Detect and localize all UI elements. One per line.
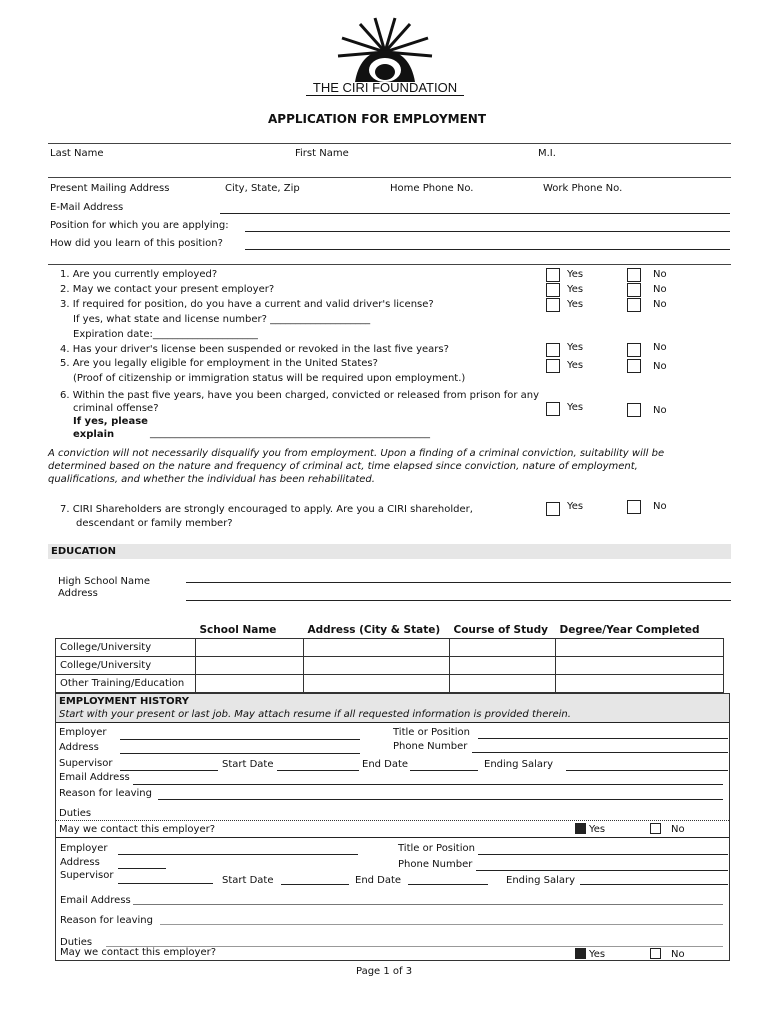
address-label: Address — [59, 742, 99, 753]
learn-field[interactable] — [245, 249, 730, 250]
divider — [56, 837, 729, 838]
no-label: No — [653, 501, 667, 512]
no-label: No — [653, 284, 667, 295]
ending-salary-label: Ending Salary — [484, 759, 554, 770]
table-row — [56, 657, 724, 675]
city-label: City, State, Zip — [225, 183, 300, 194]
duties-field[interactable] — [56, 820, 729, 821]
question-1: 1. Are you currently employed? — [60, 269, 218, 280]
column-header: School Name — [196, 621, 304, 639]
mailing-address-label: Present Mailing Address — [50, 183, 170, 194]
q3-no-checkbox[interactable] — [627, 298, 641, 312]
email-field[interactable] — [133, 904, 723, 905]
table-cell[interactable] — [450, 675, 556, 693]
question-6: 6. Within the past five years, have you been charged, convicted or released from prison for any — [60, 390, 540, 401]
logo-text: THE CIRI FOUNDATION — [306, 80, 464, 96]
question-5: 5. Are you legally eligible for employment in the United States? — [60, 358, 378, 369]
q5-no-checkbox[interactable] — [627, 359, 641, 373]
yes-label: Yes — [567, 342, 584, 353]
question-6-ifyes: If yes, please — [73, 416, 148, 427]
yes-label: Yes — [567, 402, 584, 413]
employer-label: Employer — [59, 727, 107, 738]
reason-field[interactable] — [158, 799, 723, 800]
end-date-label: End Date — [362, 759, 409, 770]
table-cell[interactable] — [450, 639, 556, 657]
question-7-line2: descendant or family member? — [76, 518, 233, 529]
question-5-note: (Proof of citizenship or immigration status will be required upon employment.) — [73, 373, 466, 384]
work-phone-label: Work Phone No. — [543, 183, 623, 194]
phone-label: Phone Number — [393, 741, 468, 752]
row-label: Other Training/Education — [56, 675, 196, 693]
high-school-label: High School Name — [58, 576, 151, 587]
reason-field[interactable] — [160, 924, 723, 925]
contact-no-checkbox[interactable] — [650, 948, 661, 959]
start-date-field[interactable] — [281, 884, 349, 885]
start-date-field[interactable] — [277, 770, 359, 771]
yes-label: Yes — [567, 501, 584, 512]
yes-label: Yes — [567, 360, 584, 371]
table-row — [56, 675, 724, 693]
ciri-logo — [300, 12, 470, 96]
yes-label: Yes — [567, 284, 584, 295]
q4-no-checkbox[interactable] — [627, 343, 641, 357]
education-table — [55, 621, 724, 693]
employer-field[interactable] — [120, 739, 360, 740]
question-3-license: If yes, what state and license number? ____________________ — [73, 314, 371, 325]
question-6-explain: explain — [73, 429, 115, 440]
contact-yes-checkbox[interactable] — [575, 948, 586, 959]
q3-yes-checkbox[interactable] — [546, 298, 560, 312]
question-4: 4. Has your driver's license been suspended or revoked in the last five years? — [60, 344, 449, 355]
table-cell[interactable] — [196, 657, 304, 675]
question-2: 2. May we contact your present employer? — [60, 284, 275, 295]
start-date-label: Start Date — [222, 759, 274, 770]
no-label: No — [653, 361, 667, 372]
page-title: APPLICATION FOR EMPLOYMENT — [268, 112, 487, 126]
phone-field[interactable] — [472, 752, 728, 753]
divider — [48, 143, 731, 144]
question-7: 7. CIRI Shareholders are strongly encouraged to apply. Are you a CIRI shareholder, — [60, 504, 473, 515]
ending-salary-field[interactable] — [580, 884, 728, 885]
mi-label: M.I. — [538, 148, 556, 159]
email-label: Email Address — [60, 895, 131, 906]
start-date-label: Start Date — [222, 875, 274, 886]
disclaimer-line: determined based on the nature and frequency of criminal act, time elapsed since conviction, nature of employment, — [48, 461, 638, 472]
duties-label: Duties — [59, 808, 92, 819]
reason-label: Reason for leaving — [60, 915, 153, 926]
supervisor-field[interactable] — [118, 883, 213, 884]
q6-yes-checkbox[interactable] — [546, 402, 560, 416]
duties-label: Duties — [60, 937, 93, 948]
question-3-expiration: Expiration date:_____________________ — [73, 329, 258, 340]
no-label: No — [653, 342, 667, 353]
end-date-label: End Date — [355, 875, 402, 886]
q2-no-checkbox[interactable] — [627, 283, 641, 297]
position-field[interactable] — [245, 231, 730, 232]
high-school-address-label: Address — [58, 588, 98, 599]
phone-field[interactable] — [476, 870, 728, 871]
high-school-field[interactable] — [186, 582, 731, 583]
table-row — [56, 639, 724, 657]
row-label: College/University — [56, 657, 196, 675]
table-cell[interactable] — [556, 657, 724, 675]
phone-label: Phone Number — [398, 859, 473, 870]
yes-label: Yes — [589, 824, 606, 835]
email-field[interactable] — [220, 213, 730, 214]
no-label: No — [653, 299, 667, 310]
column-header: Course of Study — [450, 621, 556, 639]
education-section-bar — [48, 544, 731, 559]
table-cell[interactable] — [304, 675, 450, 693]
yes-label: Yes — [567, 269, 584, 280]
contact-label: May we contact this employer? — [60, 947, 217, 958]
question-3: 3. If required for position, do you have a current and valid driver's license? — [60, 299, 434, 310]
employer-field[interactable] — [118, 854, 358, 855]
title-position-label: Title or Position — [393, 727, 470, 738]
title-position-field[interactable] — [478, 854, 728, 855]
address-field[interactable] — [118, 868, 166, 869]
row-label: College/University — [56, 639, 196, 657]
ending-salary-field[interactable] — [566, 770, 728, 771]
q5-yes-checkbox[interactable] — [546, 359, 560, 373]
table-corner — [56, 621, 196, 639]
position-label: Position for which you are applying: — [50, 220, 229, 231]
yes-label: Yes — [567, 299, 584, 310]
question-6-line2: criminal offense? — [73, 403, 159, 414]
table-cell[interactable] — [196, 639, 304, 657]
no-label: No — [653, 405, 667, 416]
table-cell[interactable] — [556, 639, 724, 657]
table-cell[interactable] — [556, 675, 724, 693]
title-position-field[interactable] — [478, 738, 728, 739]
education-heading: EDUCATION — [51, 546, 116, 557]
divider — [48, 264, 731, 265]
contact-yes-checkbox[interactable] — [575, 823, 586, 834]
address-label: Address — [60, 857, 100, 868]
employer-label: Employer — [60, 843, 108, 854]
column-header: Degree/Year Completed — [556, 621, 724, 639]
question-6-explain-field[interactable]: ________________________________________________________ — [150, 428, 430, 439]
supervisor-field[interactable] — [120, 770, 218, 771]
contact-label: May we contact this employer? — [59, 824, 216, 835]
last-name-label: Last Name — [50, 148, 104, 159]
end-date-field[interactable] — [408, 884, 488, 885]
divider — [56, 722, 729, 723]
disclaimer-line: qualifications, and whether the individual has been rehabilitated. — [48, 474, 375, 485]
yes-label: Yes — [589, 949, 606, 960]
supervisor-label: Supervisor — [59, 758, 113, 769]
column-header: Address (City & State) — [304, 621, 450, 639]
q2-yes-checkbox[interactable] — [546, 283, 560, 297]
first-name-label: First Name — [295, 148, 349, 159]
reason-label: Reason for leaving — [59, 788, 152, 799]
learn-label: How did you learn of this position? — [50, 238, 223, 249]
end-date-field[interactable] — [410, 770, 478, 771]
q6-no-checkbox[interactable] — [627, 403, 641, 417]
home-phone-label: Home Phone No. — [390, 183, 474, 194]
page-number: Page 1 of 3 — [356, 966, 413, 977]
contact-no-checkbox[interactable] — [650, 823, 661, 834]
title-position-label: Title or Position — [398, 843, 475, 854]
employment-heading: EMPLOYMENT HISTORY — [59, 696, 189, 707]
no-label: No — [653, 269, 667, 280]
table-cell[interactable] — [196, 675, 304, 693]
q1-no-checkbox[interactable] — [627, 268, 641, 282]
email-field[interactable] — [133, 784, 723, 785]
q4-yes-checkbox[interactable] — [546, 343, 560, 357]
no-label: No — [671, 949, 685, 960]
email-label: E-Mail Address — [50, 202, 124, 213]
table-cell[interactable] — [304, 657, 450, 675]
name-field[interactable] — [48, 177, 731, 178]
address-field[interactable] — [120, 753, 360, 754]
email-label: Email Address — [59, 772, 130, 783]
employment-subheading: Start with your present or last job. May attach resume if all requested information is provided therein. — [59, 709, 571, 720]
no-label: No — [671, 824, 685, 835]
sun-feathers-icon — [300, 12, 470, 84]
q7-yes-checkbox[interactable] — [546, 502, 560, 516]
high-school-address-field[interactable] — [186, 600, 731, 601]
ending-salary-label: Ending Salary — [506, 875, 576, 886]
q1-yes-checkbox[interactable] — [546, 268, 560, 282]
q7-no-checkbox[interactable] — [627, 500, 641, 514]
table-cell[interactable] — [450, 657, 556, 675]
table-cell[interactable] — [304, 639, 450, 657]
supervisor-label: Supervisor — [60, 870, 114, 881]
disclaimer-line: A conviction will not necessarily disqualify you from employment. Upon a finding of a criminal conviction, suitability will be — [48, 448, 665, 459]
